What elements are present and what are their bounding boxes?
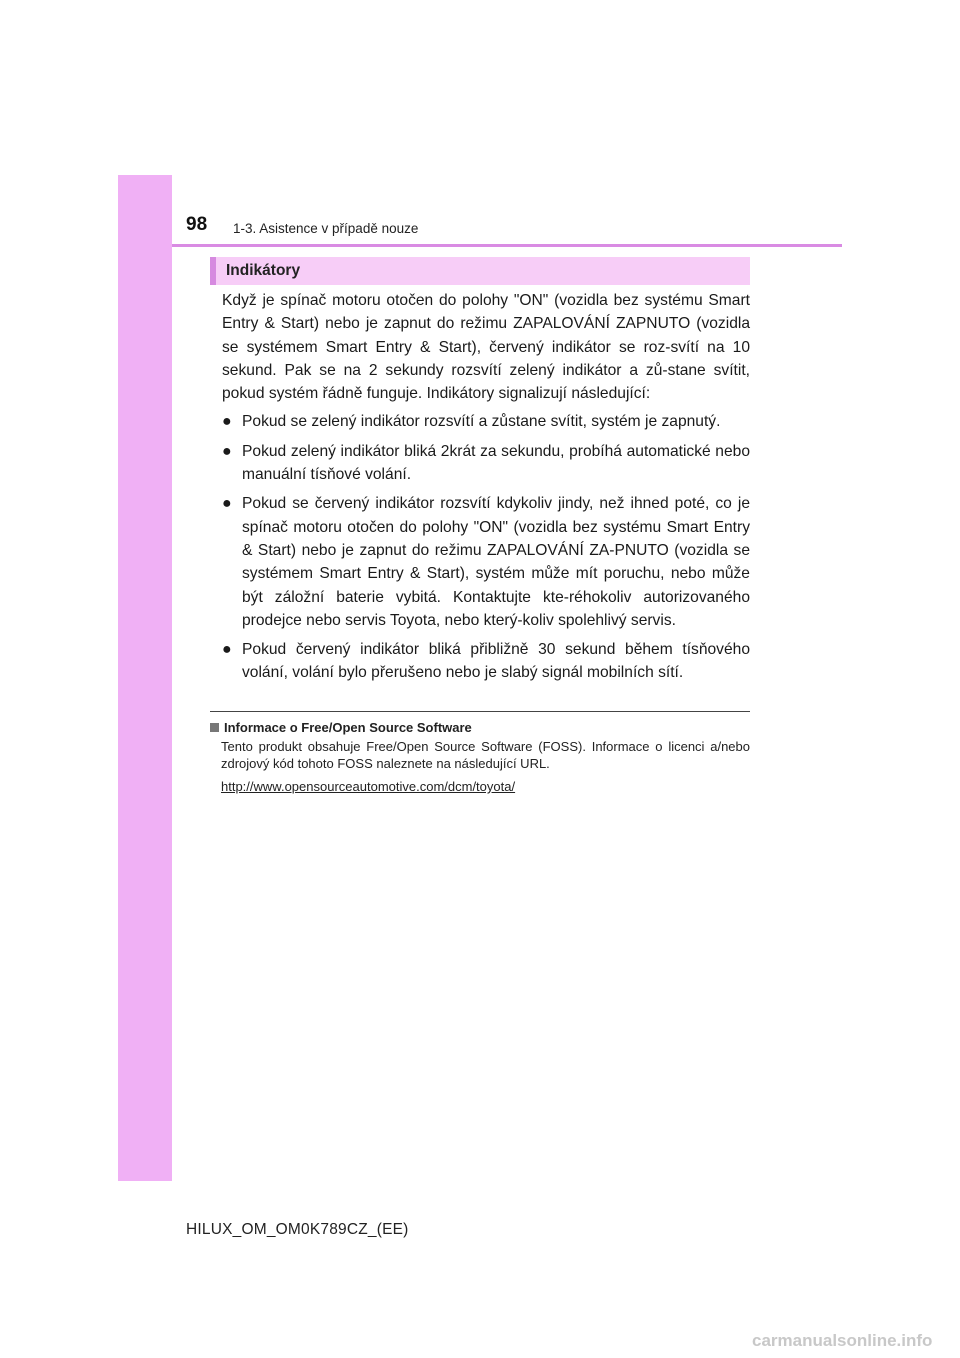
header-rule (172, 244, 842, 247)
note-body: Tento produkt obsahuje Free/Open Source Software (FOSS). Informace o licenci a/nebo zdrojový kód tohoto FOSS naleznete na následující URL. (221, 739, 750, 771)
section-heading: Indikátory (210, 257, 750, 285)
note-divider (210, 711, 750, 712)
list-item (222, 638, 750, 685)
square-bullet-icon (210, 723, 219, 732)
list-item (222, 410, 750, 433)
bullet-icon: ● (222, 442, 232, 460)
bullet-icon: ● (222, 495, 232, 513)
bullet-icon: ● (222, 413, 232, 431)
bullet-icon: ● (222, 641, 232, 659)
note-title-text: Informace o Free/Open Source Software (224, 720, 472, 735)
page-number: 98 (186, 214, 208, 235)
foss-note (210, 719, 750, 794)
foss-url-link[interactable]: http://www.opensourceautomotive.com/dcm/toyota/ (221, 779, 516, 794)
main-content (222, 289, 750, 691)
list-item-text: Pokud červený indikátor bliká přibližně 30 sekund během tísňového volání, volání bylo přerušeno nebo je slabý signál mobilních sítí. (242, 641, 750, 682)
list-item-text: Pokud se červený indikátor rozsvítí kdykoliv jindy, než ihned poté, co je spínač motoru otočen do polohy "ON" (vozidla bez systému Smart Entry & Start) nebo je zapnut do režimu ZAPALOVÁNÍ ZA-PNUTO (vozidla se systémem Smart Entry & Start), systém může mít poruchu, nebo může být záložní baterie vybitá. Kontaktujte kte-réhokoliv autorizovaného prodejce nebo servis Toyota, nebo který-koliv spolehlivý servis. (242, 495, 750, 629)
indicator-list (222, 410, 750, 684)
side-tab-band (118, 175, 172, 1181)
list-item-text: Pokud se zelený indikátor rozsvítí a zůstane svítit, systém je zapnutý. (242, 413, 721, 431)
site-watermark: carmanualsonline.info (752, 1331, 933, 1350)
section-title: 1-3. Asistence v případě nouze (233, 221, 419, 236)
list-item (222, 440, 750, 487)
note-title (210, 719, 750, 737)
list-item-text: Pokud zelený indikátor bliká 2krát za sekundu, probíhá automatické nebo manuální tísňové volání. (242, 442, 750, 484)
list-item (222, 492, 750, 632)
document-code: HILUX_OM_OM0K789CZ_(EE) (186, 1221, 409, 1238)
intro-paragraph: Když je spínač motoru otočen do polohy "ON" (vozidla bez systému Smart Entry & Start) nebo je zapnut do režimu ZAPALOVÁNÍ ZAPNUTO (vozidla se systémem Smart Entry & Start), červený indikátor se roz-svítí na 10 sekund. Pak se na 2 sekundy rozsvítí zelený indikátor a zů-stane svítit, pokud systém řádně funguje. Indikátory signalizují následující: (222, 292, 750, 403)
